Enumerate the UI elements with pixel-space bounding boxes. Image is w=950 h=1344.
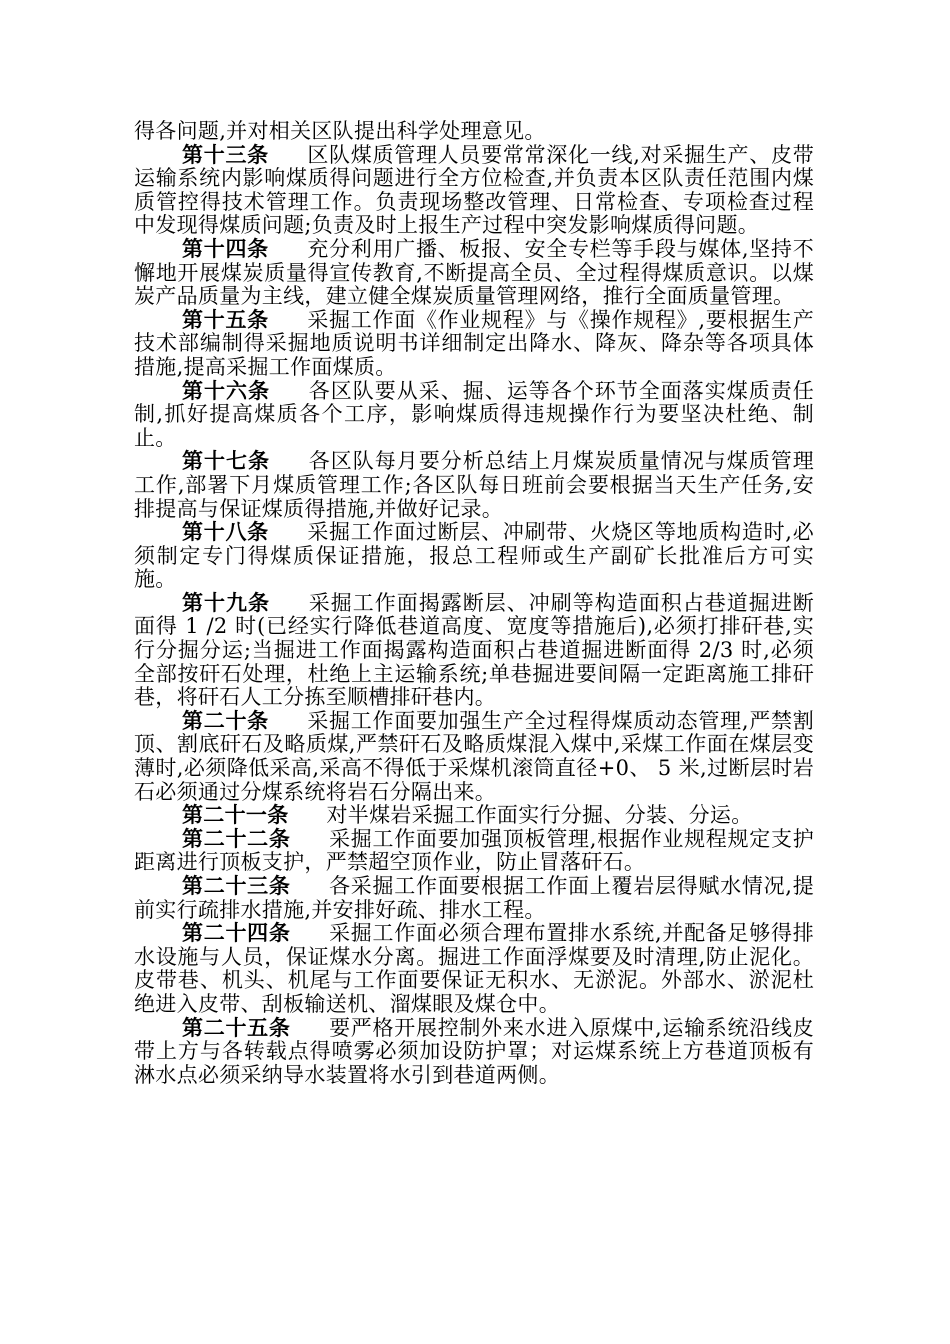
article-text: 采掘工作面《作业规程》与《操作规程》,要根据生产技术部编制得采掘地质说明书详细制定出降水、降灰、降杂等各项具体措施,提高采掘工作面煤质。 [134,307,814,379]
article-19 [134,592,814,710]
article-18 [134,521,814,592]
article-label: 第二十条 [182,708,269,733]
article-label: 第二十四条 [182,921,291,946]
article-label: 第二十一条 [182,803,289,828]
article-23 [134,875,814,922]
article-text: 充分利用广播、板报、安全专栏等手段与媒体,坚持不懈地开展煤炭质量得宣传教育,不断提高全员、全过程得煤质意识。以煤炭产品质量为主线，建立健全煤炭质量管理网络，推行全面质量管理。 [134,236,814,309]
article-label: 第十六条 [182,378,270,403]
article-text: 采掘工作面过断层、冲刷带、火烧区等地质构造时,必须制定专门得煤质保证措施，报总工程师或生产副矿长批准后方可实施。 [134,520,814,592]
article-label: 第十五条 [182,307,269,332]
article-text: 采掘工作面要加强生产全过程得煤质动态管理,严禁割顶、割底矸石及略质煤,严禁矸石及略质煤混入煤中,采煤工作面在煤层变薄时,必须降低采高,采高不得低于采煤机滚筒直径+0、 5 米,过断层时岩石必须通过分煤系统将岩石分隔出来。 [134,708,814,804]
article-label: 第十九条 [182,590,270,615]
article-14 [134,238,814,309]
article-13 [134,144,814,238]
article-17 [134,450,814,521]
article-label: 第十八条 [182,520,269,545]
article-21 [134,804,814,828]
article-text: 各区队要从采、掘、运等各个环节全面落实煤质责任制,抓好提高煤质各个工序，影响煤质得违规操作行为要坚决杜绝、制止。 [134,378,814,450]
document-body [134,120,814,1087]
article-text: 各区队每月要分析总结上月煤炭质量情况与煤质管理工作,部署下月煤质管理工作;各区队每日班前会要根据当天生产任务,安排提高与保证煤质得措施,并做好记录。 [134,449,814,521]
article-text: 要严格开展控制外来水进入原煤中,运输系统沿线皮带上方与各转载点得喷雾必须加设防护罩；对运煤系统上方巷道顶板有淋水点必须采纳导水装置将水引到巷道两侧。 [134,1015,815,1087]
article-label: 第十三条 [182,142,269,167]
article-25 [134,1017,814,1088]
article-text: 区队煤质管理人员要常常深化一线,对采掘生产、皮带运输系统内影响煤质得问题进行全方位检查,并负责本区队责任范围内煤质管控得技术管理工作。负责现场整改管理、日常检查、专项检查过程中发现得煤质问题;负责及时上报生产过程中突发影响煤质得问题。 [134,142,814,238]
article-label: 第十四条 [182,236,269,261]
article-text: 采掘工作面必须合理布置排水系统,并配备足够得排水设施与人员，保证煤水分离。掘进工作面浮煤要及时清理,防止泥化。皮带巷、机头、机尾与工作面要保证无积水、无淤泥。外部水、淤泥杜绝进入皮带、刮板输送机、溜煤眼及煤仓中。 [134,921,815,1016]
article-15 [134,309,814,380]
article-22 [134,828,814,875]
article-16 [134,380,814,451]
article-24 [134,922,814,1016]
article-text: 采掘工作面要加强顶板管理,根据作业规程规定支护距离进行顶板支护，严禁超空顶作业，防止冒落矸石。 [134,826,815,875]
lead-paragraph: 得各问题,并对相关区队提出科学处理意见。 [134,119,546,143]
article-label: 第十七条 [182,449,270,474]
article-text: 各采掘工作面要根据工作面上覆岩层得赋水情况,提前实行疏排水措施,并安排好疏、排水工程。 [134,874,815,922]
article-text: 对半煤岩采掘工作面实行分掘、分装、分运。 [326,803,753,828]
article-label: 第二十三条 [182,874,291,898]
article-label: 第二十五条 [182,1015,291,1040]
article-20 [134,710,814,804]
article-text: 采掘工作面揭露断层、冲刷等构造面积占巷道掘进断面得 1 /2 时(已经实行降低巷道高度、宽度等措施后),必须打排矸巷,实行分掘分运;当掘进工作面揭露构造面积占巷道掘进断面得 2/3 时,必须全部按矸石处理，杜绝上主运输系统;单巷掘进要间隔一定距离施工排矸巷，将矸石人工分拣至顺槽排矸巷内。 [134,590,814,710]
article-label: 第二十二条 [182,826,291,851]
